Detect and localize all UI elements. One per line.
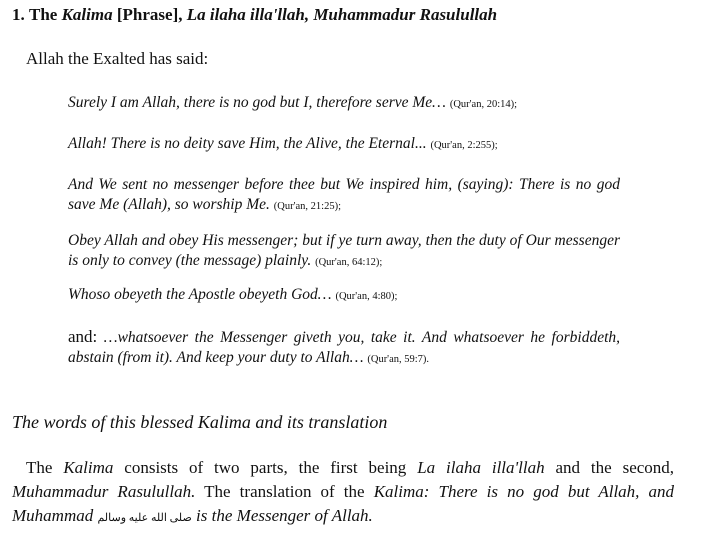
quote-reference: (Qur'an, 21:25); xyxy=(273,201,341,212)
quote-2 xyxy=(68,134,620,156)
quote-text: Whoso obeyeth the Apostle obeyeth God… xyxy=(68,286,332,303)
quote-text: …whatsoever the Messenger giveth you, take it. And whatsoever he forbiddeth, abstain (from it). And keep your duty to Allah… xyxy=(68,329,621,366)
para-kalima: Kalima xyxy=(63,458,114,477)
para-text: The translation of the xyxy=(204,482,365,501)
heading-phrase: [Phrase], xyxy=(116,5,183,24)
heading-subtitle: La ilaha illa'llah, Muhammadur Rasulullah xyxy=(186,5,498,24)
para-translation: There is no god but Allah, and Muhammad xyxy=(12,482,675,525)
quote-5 xyxy=(68,285,620,307)
salawat-text: صلى الله عليه وسالم xyxy=(97,512,192,524)
para-text: The xyxy=(26,458,53,477)
heading-number: 1. xyxy=(12,5,25,24)
intro-line: Allah the Exalted has said: xyxy=(26,49,209,68)
body-paragraph xyxy=(12,456,674,530)
para-translation: is the Messenger of Allah. xyxy=(196,506,373,525)
heading-the: The xyxy=(29,5,58,24)
quote-text: And We sent no messenger before thee but We inspired him, (saying): There is no god save Me (Allah), so worship Me. xyxy=(68,176,620,213)
para-kalima: Kalima: xyxy=(373,482,430,501)
para-part-two: Muhammadur Rasulullah. xyxy=(12,482,196,501)
para-text: and the second, xyxy=(555,458,675,477)
quote-reference: (Qur'an, 64:12); xyxy=(315,257,383,268)
para-part-one: La ilaha illa'llah xyxy=(417,458,545,477)
quote-3 xyxy=(68,175,620,217)
section-heading xyxy=(12,5,692,25)
quote-reference: (Qur'an, 20:14); xyxy=(449,99,518,110)
heading-kalima: Kalima xyxy=(61,5,113,24)
para-text: consists of two parts, the first being xyxy=(124,458,407,477)
quote-text: Obey Allah and obey His messenger; but if ye turn away, then the duty of Our messenger is only to convey (the message) plainly. xyxy=(68,232,620,269)
subheading: The words of this blessed Kalima and its translation xyxy=(12,412,388,432)
quote-lead: and: xyxy=(68,327,98,346)
quote-text: Surely I am Allah, there is no god but I, therefore serve Me… xyxy=(68,94,446,111)
quote-reference: (Qur'an, 2:255); xyxy=(430,140,498,151)
quote-text: Allah! There is no deity save Him, the Alive, the Eternal... xyxy=(68,135,427,152)
quote-reference: (Qur'an, 4:80); xyxy=(335,291,398,302)
quote-6 xyxy=(68,327,620,370)
quote-1 xyxy=(68,93,620,115)
quote-reference: (Qur'an, 59:7). xyxy=(367,354,430,365)
quote-4 xyxy=(68,231,620,273)
